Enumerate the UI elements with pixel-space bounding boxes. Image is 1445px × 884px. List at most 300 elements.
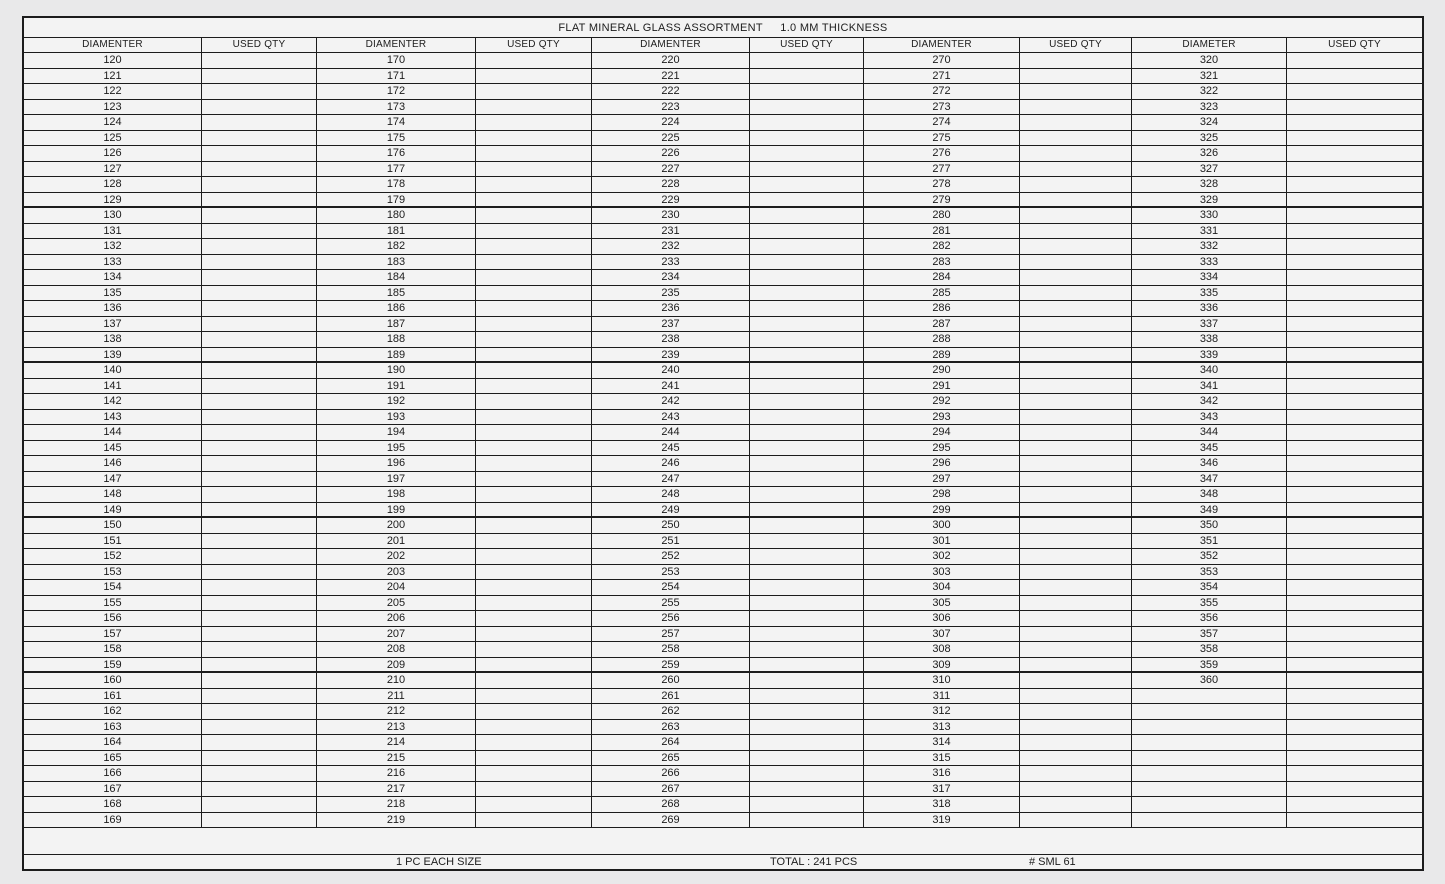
- diameter-cell: 337: [1132, 317, 1287, 333]
- used-qty-field[interactable]: [750, 673, 864, 689]
- used-qty-field[interactable]: [476, 487, 592, 503]
- used-qty-field[interactable]: [1020, 115, 1132, 131]
- diameter-cell: 168: [24, 797, 202, 813]
- used-qty-field[interactable]: [750, 115, 864, 131]
- used-qty-field[interactable]: [1020, 487, 1132, 503]
- used-qty-field[interactable]: [1020, 69, 1132, 85]
- used-qty-field[interactable]: [1287, 673, 1422, 689]
- used-qty-field[interactable]: [476, 611, 592, 627]
- used-qty-field[interactable]: [1020, 348, 1132, 364]
- used-qty-field[interactable]: [202, 301, 317, 317]
- used-qty-field[interactable]: [1020, 53, 1132, 69]
- used-qty-field[interactable]: [202, 224, 317, 240]
- diameter-cell: 164: [24, 735, 202, 751]
- used-qty-field[interactable]: [476, 503, 592, 519]
- used-qty-field[interactable]: [750, 704, 864, 720]
- used-qty-field[interactable]: [750, 410, 864, 426]
- used-qty-field[interactable]: [202, 394, 317, 410]
- used-qty-field[interactable]: [476, 255, 592, 271]
- used-qty-field[interactable]: [202, 813, 317, 829]
- used-qty-field[interactable]: [476, 549, 592, 565]
- used-qty-field[interactable]: [1020, 472, 1132, 488]
- used-qty-field[interactable]: [202, 131, 317, 147]
- diameter-cell: 323: [1132, 100, 1287, 116]
- used-qty-field[interactable]: [202, 146, 317, 162]
- used-qty-field[interactable]: [1287, 518, 1422, 534]
- used-qty-field[interactable]: [750, 379, 864, 395]
- used-qty-field[interactable]: [1020, 441, 1132, 457]
- used-qty-field[interactable]: [1020, 704, 1132, 720]
- diameter-cell: [1132, 735, 1287, 751]
- diameter-cell: 354: [1132, 580, 1287, 596]
- diameter-cell: 346: [1132, 456, 1287, 472]
- used-qty-field[interactable]: [202, 704, 317, 720]
- used-qty-field[interactable]: [476, 348, 592, 364]
- used-qty-field[interactable]: [476, 456, 592, 472]
- used-qty-field[interactable]: [750, 596, 864, 612]
- used-qty-field[interactable]: [750, 580, 864, 596]
- used-qty-field[interactable]: [1287, 503, 1422, 519]
- used-qty-field[interactable]: [750, 487, 864, 503]
- diameter-cell: 147: [24, 472, 202, 488]
- diameter-cell: 321: [1132, 69, 1287, 85]
- used-qty-field[interactable]: [476, 379, 592, 395]
- diameter-cell: 132: [24, 239, 202, 255]
- used-qty-field[interactable]: [1287, 363, 1422, 379]
- used-qty-field[interactable]: [1287, 239, 1422, 255]
- used-qty-field[interactable]: [1287, 704, 1422, 720]
- used-qty-field[interactable]: [750, 146, 864, 162]
- used-qty-field[interactable]: [1287, 534, 1422, 550]
- used-qty-field[interactable]: [1287, 162, 1422, 178]
- used-qty-field[interactable]: [1287, 69, 1422, 85]
- used-qty-field[interactable]: [1020, 100, 1132, 116]
- used-qty-field[interactable]: [202, 751, 317, 767]
- used-qty-field[interactable]: [750, 177, 864, 193]
- used-qty-field[interactable]: [202, 441, 317, 457]
- used-qty-field[interactable]: [750, 549, 864, 565]
- used-qty-field[interactable]: [202, 193, 317, 209]
- used-qty-field[interactable]: [750, 782, 864, 798]
- used-qty-field[interactable]: [750, 131, 864, 147]
- used-qty-field[interactable]: [202, 255, 317, 271]
- diameter-cell: 345: [1132, 441, 1287, 457]
- used-qty-field[interactable]: [1020, 673, 1132, 689]
- used-qty-field[interactable]: [1287, 782, 1422, 798]
- used-qty-field[interactable]: [202, 53, 317, 69]
- diameter-cell: 212: [317, 704, 476, 720]
- used-qty-field[interactable]: [476, 363, 592, 379]
- used-qty-field[interactable]: [1020, 84, 1132, 100]
- used-qty-field[interactable]: [750, 286, 864, 302]
- used-qty-field[interactable]: [1287, 565, 1422, 581]
- diameter-cell: 157: [24, 627, 202, 643]
- used-qty-field[interactable]: [202, 487, 317, 503]
- used-qty-field[interactable]: [476, 100, 592, 116]
- used-qty-field[interactable]: [750, 363, 864, 379]
- diameter-cell: 281: [864, 224, 1020, 240]
- used-qty-field[interactable]: [202, 472, 317, 488]
- used-qty-field[interactable]: [476, 673, 592, 689]
- used-qty-field[interactable]: [1287, 208, 1422, 224]
- used-qty-field[interactable]: [1287, 720, 1422, 736]
- diameter-cell: 170: [317, 53, 476, 69]
- used-qty-field[interactable]: [476, 518, 592, 534]
- used-qty-field[interactable]: [750, 53, 864, 69]
- used-qty-field[interactable]: [202, 270, 317, 286]
- used-qty-field[interactable]: [1287, 193, 1422, 209]
- diameter-cell: 228: [592, 177, 750, 193]
- used-qty-field[interactable]: [1287, 611, 1422, 627]
- used-qty-field[interactable]: [750, 611, 864, 627]
- used-qty-field[interactable]: [476, 193, 592, 209]
- diameter-cell: 342: [1132, 394, 1287, 410]
- used-qty-field[interactable]: [476, 332, 592, 348]
- used-qty-field[interactable]: [1020, 239, 1132, 255]
- used-qty-field[interactable]: [202, 627, 317, 643]
- used-qty-field[interactable]: [1287, 348, 1422, 364]
- used-qty-field[interactable]: [202, 580, 317, 596]
- used-qty-field[interactable]: [1020, 456, 1132, 472]
- used-qty-field[interactable]: [1020, 286, 1132, 302]
- diameter-cell: 231: [592, 224, 750, 240]
- used-qty-field[interactable]: [202, 363, 317, 379]
- used-qty-field[interactable]: [1287, 410, 1422, 426]
- used-qty-field[interactable]: [750, 456, 864, 472]
- used-qty-field[interactable]: [750, 813, 864, 829]
- diameter-cell: 240: [592, 363, 750, 379]
- diameter-cell: 182: [317, 239, 476, 255]
- used-qty-field[interactable]: [750, 766, 864, 782]
- diameter-cell: 355: [1132, 596, 1287, 612]
- used-qty-field[interactable]: [202, 425, 317, 441]
- used-qty-field[interactable]: [202, 503, 317, 519]
- used-qty-field[interactable]: [1020, 580, 1132, 596]
- used-qty-field[interactable]: [202, 84, 317, 100]
- used-qty-field[interactable]: [750, 751, 864, 767]
- used-qty-field[interactable]: [202, 177, 317, 193]
- used-qty-field[interactable]: [476, 596, 592, 612]
- used-qty-field[interactable]: [1020, 627, 1132, 643]
- used-qty-field[interactable]: [750, 348, 864, 364]
- used-qty-field[interactable]: [476, 735, 592, 751]
- used-qty-field[interactable]: [1287, 53, 1422, 69]
- used-qty-field[interactable]: [1287, 270, 1422, 286]
- used-qty-field[interactable]: [750, 162, 864, 178]
- used-qty-field[interactable]: [750, 503, 864, 519]
- used-qty-field[interactable]: [1287, 224, 1422, 240]
- used-qty-field[interactable]: [476, 53, 592, 69]
- used-qty-field[interactable]: [1020, 565, 1132, 581]
- used-qty-field[interactable]: [750, 627, 864, 643]
- used-qty-field[interactable]: [1020, 766, 1132, 782]
- used-qty-field[interactable]: [1020, 735, 1132, 751]
- used-qty-field[interactable]: [750, 239, 864, 255]
- used-qty-field[interactable]: [1287, 84, 1422, 100]
- used-qty-field[interactable]: [750, 565, 864, 581]
- diameter-cell: 245: [592, 441, 750, 457]
- used-qty-field[interactable]: [1287, 813, 1422, 829]
- used-qty-field[interactable]: [476, 208, 592, 224]
- diameter-cell: 293: [864, 410, 1020, 426]
- used-qty-field[interactable]: [1287, 286, 1422, 302]
- used-qty-field[interactable]: [202, 534, 317, 550]
- diameter-cell: 260: [592, 673, 750, 689]
- used-qty-field[interactable]: [202, 596, 317, 612]
- diameter-cell: 216: [317, 766, 476, 782]
- used-qty-field[interactable]: [1020, 797, 1132, 813]
- used-qty-field[interactable]: [1020, 177, 1132, 193]
- used-qty-field[interactable]: [750, 689, 864, 705]
- used-qty-field[interactable]: [476, 565, 592, 581]
- sheet-title: [24, 18, 1422, 38]
- diameter-cell: 302: [864, 549, 1020, 565]
- used-qty-field[interactable]: [1020, 410, 1132, 426]
- used-qty-field[interactable]: [476, 658, 592, 674]
- used-qty-field[interactable]: [750, 100, 864, 116]
- used-qty-field[interactable]: [202, 456, 317, 472]
- used-qty-field[interactable]: [1020, 301, 1132, 317]
- used-qty-field[interactable]: [476, 317, 592, 333]
- used-qty-field[interactable]: [476, 689, 592, 705]
- used-qty-field[interactable]: [202, 565, 317, 581]
- used-qty-field[interactable]: [1020, 611, 1132, 627]
- used-qty-field[interactable]: [1020, 642, 1132, 658]
- used-qty-field[interactable]: [202, 766, 317, 782]
- used-qty-field[interactable]: [750, 642, 864, 658]
- used-qty-field[interactable]: [750, 69, 864, 85]
- used-qty-field[interactable]: [1020, 658, 1132, 674]
- used-qty-field[interactable]: [476, 797, 592, 813]
- used-qty-field[interactable]: [202, 782, 317, 798]
- used-qty-field[interactable]: [1287, 332, 1422, 348]
- used-qty-field[interactable]: [202, 239, 317, 255]
- used-qty-field[interactable]: [750, 425, 864, 441]
- used-qty-field[interactable]: [1020, 782, 1132, 798]
- used-qty-field[interactable]: [1020, 317, 1132, 333]
- diameter-cell: 177: [317, 162, 476, 178]
- used-qty-field[interactable]: [1287, 255, 1422, 271]
- used-qty-field[interactable]: [1020, 549, 1132, 565]
- used-qty-field[interactable]: [202, 797, 317, 813]
- diameter-cell: 290: [864, 363, 1020, 379]
- used-qty-field[interactable]: [1020, 813, 1132, 829]
- used-qty-field[interactable]: [476, 766, 592, 782]
- used-qty-field[interactable]: [202, 332, 317, 348]
- diameter-cell: 208: [317, 642, 476, 658]
- used-qty-field[interactable]: [476, 580, 592, 596]
- used-qty-field[interactable]: [750, 193, 864, 209]
- used-qty-field[interactable]: [476, 146, 592, 162]
- used-qty-field[interactable]: [476, 704, 592, 720]
- used-qty-field[interactable]: [750, 534, 864, 550]
- used-qty-field[interactable]: [1020, 379, 1132, 395]
- used-qty-field[interactable]: [1287, 797, 1422, 813]
- used-qty-field[interactable]: [1287, 766, 1422, 782]
- used-qty-field[interactable]: [1287, 735, 1422, 751]
- footer-code: # SML 61: [1029, 856, 1076, 868]
- used-qty-field[interactable]: [202, 611, 317, 627]
- used-qty-field[interactable]: [1020, 208, 1132, 224]
- used-qty-field[interactable]: [750, 224, 864, 240]
- used-qty-field[interactable]: [476, 115, 592, 131]
- diameter-header: DIAMENTER: [24, 38, 202, 53]
- used-qty-field[interactable]: [202, 735, 317, 751]
- used-qty-field[interactable]: [476, 813, 592, 829]
- used-qty-field[interactable]: [1020, 689, 1132, 705]
- used-qty-field[interactable]: [1020, 720, 1132, 736]
- diameter-cell: 153: [24, 565, 202, 581]
- used-qty-field[interactable]: [476, 162, 592, 178]
- used-qty-field[interactable]: [1020, 518, 1132, 534]
- used-qty-field[interactable]: [1287, 379, 1422, 395]
- used-qty-field[interactable]: [476, 472, 592, 488]
- used-qty-field[interactable]: [1287, 394, 1422, 410]
- used-qty-field[interactable]: [750, 472, 864, 488]
- used-qty-field[interactable]: [202, 673, 317, 689]
- used-qty-field[interactable]: [1020, 363, 1132, 379]
- used-qty-field[interactable]: [1287, 580, 1422, 596]
- used-qty-field[interactable]: [202, 100, 317, 116]
- diameter-cell: 225: [592, 131, 750, 147]
- used-qty-field[interactable]: [1020, 131, 1132, 147]
- used-qty-field[interactable]: [476, 425, 592, 441]
- diameter-cell: 129: [24, 193, 202, 209]
- used-qty-field[interactable]: [476, 627, 592, 643]
- used-qty-field[interactable]: [202, 410, 317, 426]
- diameter-cell: 213: [317, 720, 476, 736]
- used-qty-field[interactable]: [476, 534, 592, 550]
- used-qty-field[interactable]: [1020, 332, 1132, 348]
- used-qty-field[interactable]: [202, 658, 317, 674]
- used-qty-field[interactable]: [1287, 456, 1422, 472]
- used-qty-field[interactable]: [202, 642, 317, 658]
- diameter-cell: 163: [24, 720, 202, 736]
- used-qty-field[interactable]: [1287, 317, 1422, 333]
- diameter-cell: 146: [24, 456, 202, 472]
- used-qty-field[interactable]: [476, 84, 592, 100]
- used-qty-field[interactable]: [1287, 146, 1422, 162]
- used-qty-field[interactable]: [750, 317, 864, 333]
- used-qty-field[interactable]: [202, 286, 317, 302]
- used-qty-field[interactable]: [1287, 425, 1422, 441]
- used-qty-field[interactable]: [750, 658, 864, 674]
- used-qty-field[interactable]: [1020, 146, 1132, 162]
- used-qty-field[interactable]: [1287, 689, 1422, 705]
- used-qty-field[interactable]: [1020, 751, 1132, 767]
- used-qty-field[interactable]: [1287, 642, 1422, 658]
- used-qty-field[interactable]: [202, 379, 317, 395]
- used-qty-field[interactable]: [202, 208, 317, 224]
- used-qty-field[interactable]: [1020, 394, 1132, 410]
- used-qty-field[interactable]: [750, 332, 864, 348]
- used-qty-field[interactable]: [750, 84, 864, 100]
- used-qty-field[interactable]: [750, 301, 864, 317]
- used-qty-field[interactable]: [202, 348, 317, 364]
- used-qty-field[interactable]: [1020, 270, 1132, 286]
- used-qty-field[interactable]: [750, 208, 864, 224]
- used-qty-field[interactable]: [750, 394, 864, 410]
- used-qty-field[interactable]: [202, 689, 317, 705]
- diameter-cell: 159: [24, 658, 202, 674]
- used-qty-field[interactable]: [750, 797, 864, 813]
- used-qty-field[interactable]: [750, 441, 864, 457]
- used-qty-field[interactable]: [1020, 224, 1132, 240]
- used-qty-field[interactable]: [476, 441, 592, 457]
- used-qty-field[interactable]: [750, 270, 864, 286]
- used-qty-field[interactable]: [476, 177, 592, 193]
- used-qty-field[interactable]: [1020, 193, 1132, 209]
- used-qty-field[interactable]: [1287, 596, 1422, 612]
- used-qty-field[interactable]: [202, 69, 317, 85]
- used-qty-field[interactable]: [1287, 100, 1422, 116]
- used-qty-field[interactable]: [476, 301, 592, 317]
- diameter-cell: 122: [24, 84, 202, 100]
- used-qty-field[interactable]: [750, 518, 864, 534]
- used-qty-field[interactable]: [476, 782, 592, 798]
- diameter-cell: 173: [317, 100, 476, 116]
- used-qty-field[interactable]: [1287, 472, 1422, 488]
- used-qty-field[interactable]: [1287, 131, 1422, 147]
- used-qty-field[interactable]: [750, 255, 864, 271]
- used-qty-field[interactable]: [1020, 534, 1132, 550]
- used-qty-field[interactable]: [476, 410, 592, 426]
- used-qty-header: USED QTY: [202, 38, 317, 53]
- used-qty-field[interactable]: [1287, 627, 1422, 643]
- used-qty-field[interactable]: [1020, 425, 1132, 441]
- diameter-cell: 332: [1132, 239, 1287, 255]
- used-qty-field[interactable]: [476, 751, 592, 767]
- used-qty-field[interactable]: [1287, 549, 1422, 565]
- used-qty-field[interactable]: [202, 317, 317, 333]
- diameter-cell: 344: [1132, 425, 1287, 441]
- used-qty-header: USED QTY: [1020, 38, 1132, 53]
- used-qty-field[interactable]: [1287, 751, 1422, 767]
- used-qty-field[interactable]: [202, 115, 317, 131]
- diameter-cell: 284: [864, 270, 1020, 286]
- used-qty-field[interactable]: [1020, 596, 1132, 612]
- diameter-cell: 272: [864, 84, 1020, 100]
- used-qty-field[interactable]: [1020, 255, 1132, 271]
- used-qty-field[interactable]: [750, 720, 864, 736]
- used-qty-field[interactable]: [476, 69, 592, 85]
- diameter-cell: 130: [24, 208, 202, 224]
- used-qty-field[interactable]: [1287, 177, 1422, 193]
- used-qty-field[interactable]: [202, 549, 317, 565]
- used-qty-field[interactable]: [1287, 441, 1422, 457]
- used-qty-field[interactable]: [1287, 487, 1422, 503]
- used-qty-field[interactable]: [476, 239, 592, 255]
- used-qty-field[interactable]: [476, 394, 592, 410]
- used-qty-field[interactable]: [1020, 162, 1132, 178]
- used-qty-field[interactable]: [1287, 658, 1422, 674]
- used-qty-field[interactable]: [476, 642, 592, 658]
- used-qty-field[interactable]: [476, 720, 592, 736]
- used-qty-field[interactable]: [1287, 301, 1422, 317]
- diameter-cell: 250: [592, 518, 750, 534]
- used-qty-field[interactable]: [750, 735, 864, 751]
- used-qty-field[interactable]: [202, 162, 317, 178]
- diameter-cell: 195: [317, 441, 476, 457]
- used-qty-field[interactable]: [476, 270, 592, 286]
- used-qty-field[interactable]: [476, 224, 592, 240]
- used-qty-field[interactable]: [476, 131, 592, 147]
- used-qty-field[interactable]: [202, 720, 317, 736]
- used-qty-field[interactable]: [476, 286, 592, 302]
- used-qty-field[interactable]: [1020, 503, 1132, 519]
- used-qty-field[interactable]: [202, 518, 317, 534]
- used-qty-field[interactable]: [1287, 115, 1422, 131]
